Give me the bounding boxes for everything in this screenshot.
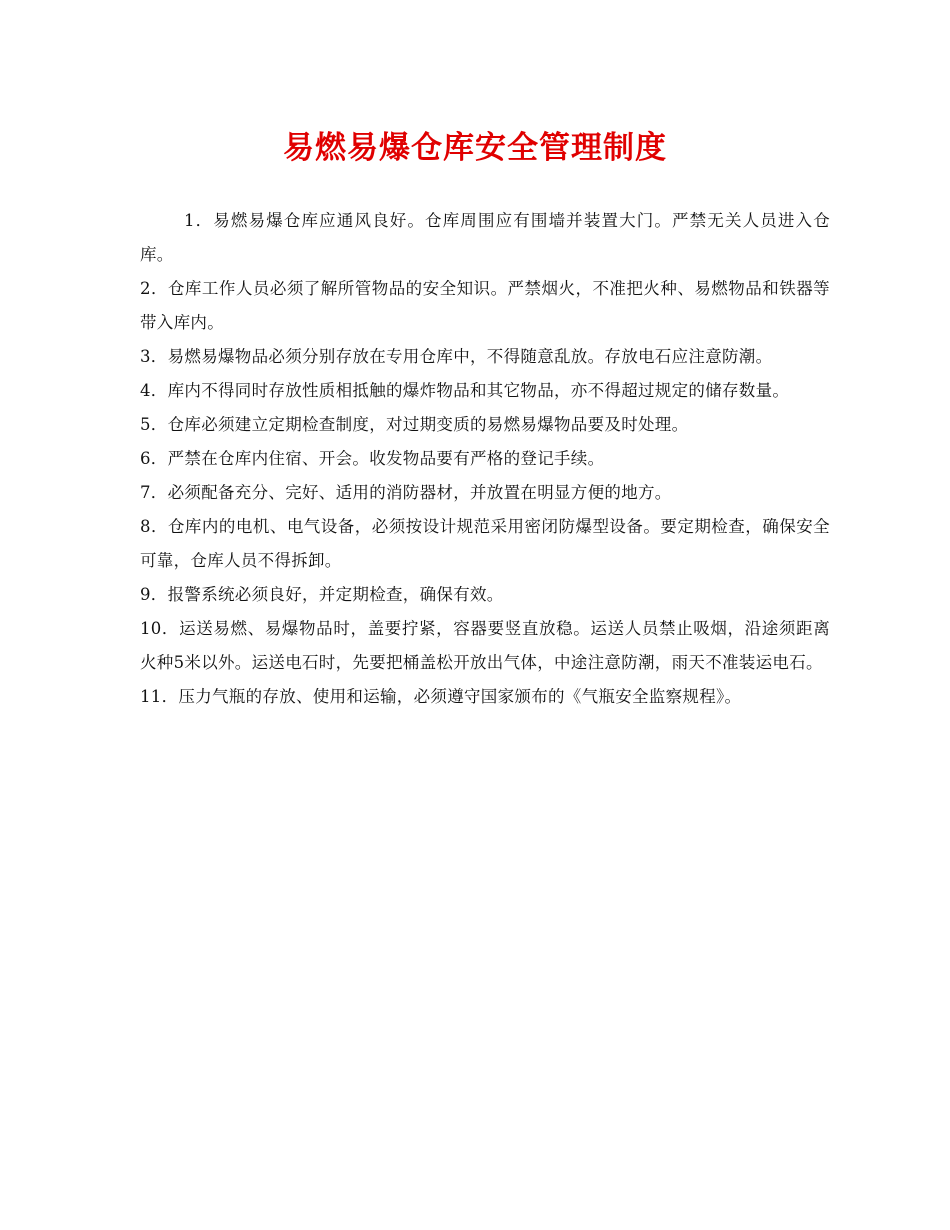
rule-item-1: 1．易燃易爆仓库应通风良好。仓库周围应有围墙并装置大门。严禁无关人员进入仓库。 [140,211,830,264]
rule-item-9: 9．报警系统必须良好，并定期检查，确保有效。 [140,585,504,604]
rule-item-3: 3．易燃易爆物品必须分别存放在专用仓库中，不得随意乱放。存放电石应注意防潮。 [140,347,773,366]
rule-item-5: 5．仓库必须建立定期检查制度，对过期变质的易燃易爆物品要及时处理。 [140,415,689,434]
document-title: 易燃易爆仓库安全管理制度 [283,130,667,166]
document-body [140,204,830,714]
rule-item-11: 11．压力气瓶的存放、使用和运输，必须遵守国家颁布的《气瓶安全监察规程》。 [140,687,742,706]
rule-item-2: 2．仓库工作人员必须了解所管物品的安全知识。严禁烟火，不准把火种、易燃物品和铁器等带入库内。 [140,279,830,332]
rule-item-6: 6．严禁在仓库内住宿、开会。收发物品要有严格的登记手续。 [140,449,605,468]
rule-item-7: 7．必须配备充分、完好、适用的消防器材，并放置在明显方便的地方。 [140,483,672,502]
rule-item-4: 4．库内不得同时存放性质相抵触的爆炸物品和其它物品，亦不得超过规定的储存数量。 [140,381,790,400]
rule-item-8: 8．仓库内的电机、电气设备，必须按设计规范采用密闭防爆型设备。要定期检查，确保安全可靠，仓库人员不得拆卸。 [140,517,830,570]
rule-item-10: 10．运送易燃、易爆物品时，盖要拧紧，容器要竖直放稳。运送人员禁止吸烟，沿途须距离火种5米以外。运送电石时，先要把桶盖松开放出气体，中途注意防潮，雨天不准装运电石。 [140,619,830,672]
